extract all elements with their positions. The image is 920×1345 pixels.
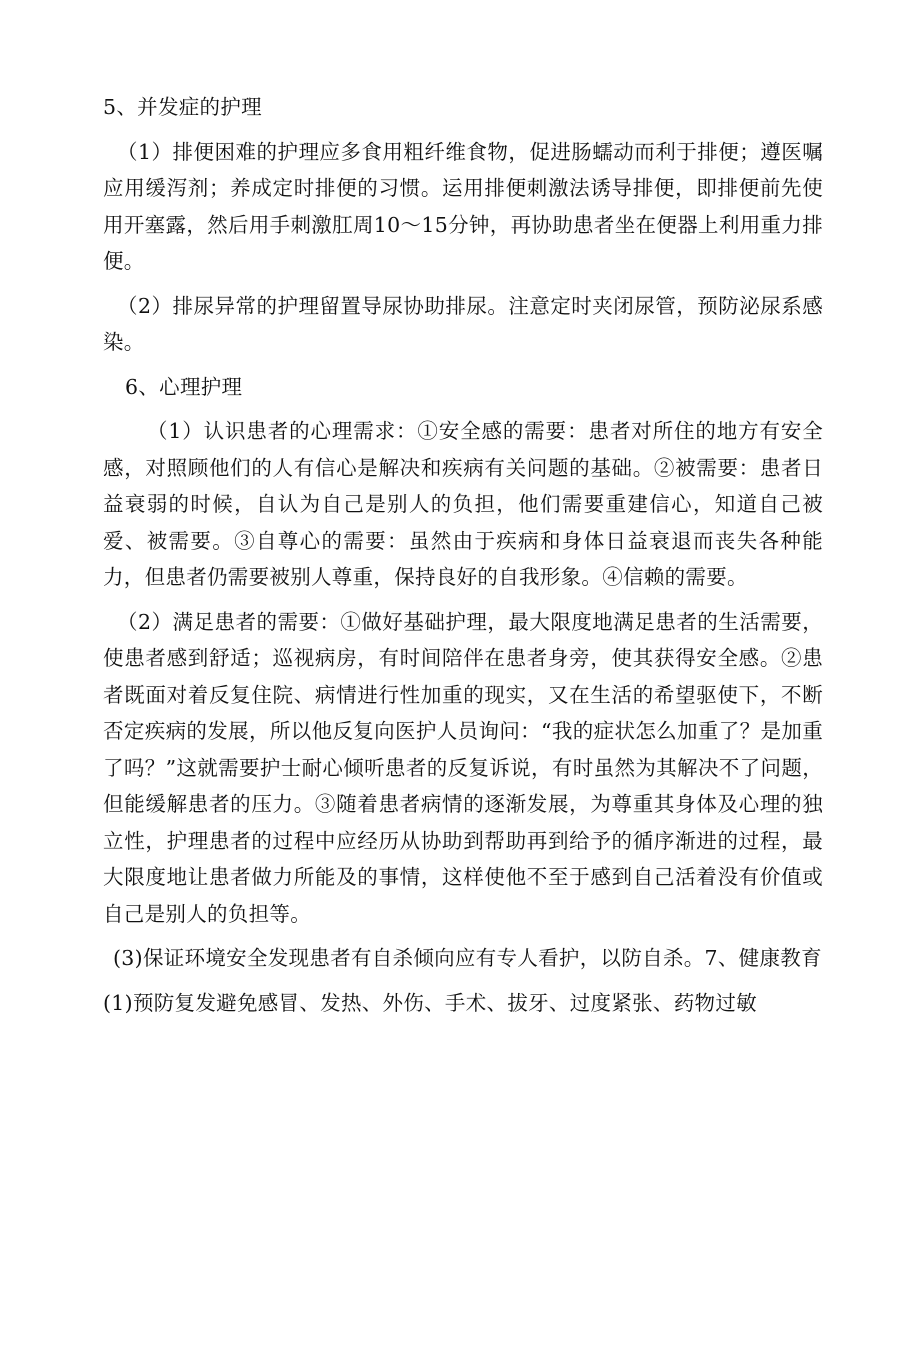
section-heading-6: 6、心理护理 — [125, 374, 243, 399]
document-body — [103, 89, 823, 1021]
paragraph-5-2: （2）排尿异常的护理留置导尿协助排尿。注意定时夹闭尿管，预防泌尿系感染。 — [103, 293, 823, 354]
paragraph-5-1: （1）排便困难的护理应多食用粗纤维食物，促进肠蠕动而利于排便；遵医嘱应用缓泻剂；养成定时排便的习惯。运用排便刺激法诱导排便，即排便前先使用开塞露，然后用手刺激肛周10～15分钟，再协助患者坐在便器上利用重力排便。 — [103, 139, 823, 273]
paragraph-6-1: （1）认识患者的心理需求：①安全感的需要：患者对所住的地方有安全感，对照顾他们的人有信心是解决和疾病有关问题的基础。②被需要：患者日益衰弱的时候，自认为自己是别人的负担，他们需要重建信心，知道自己被爱、被需要。③自尊心的需要：虽然由于疾病和身体日益衰退而丧失各种能力，但患者仍需要被别人尊重，保持良好的自我形象。④信赖的需要。 — [103, 419, 823, 589]
paragraph-7-1: (1)预防复发避免感冒、发热、外伤、手术、拔牙、过度紧张、药物过敏 — [103, 990, 757, 1015]
paragraph-6-2: （2）满足患者的需要：①做好基础护理，最大限度地满足患者的生活需要，使患者感到舒适；巡视病房，有时间陪伴在患者身旁，使其获得安全感。②患者既面对着反复住院、病情进行性加重的现实，又在生活的希望驱使下，不断否定疾病的发展，所以他反复向医护人员询问：“我的症状怎么加重了？是加重了吗？”这就需要护士耐心倾听患者的反复诉说，有时虽然为其解决不了问题，但能缓解患者的压力。③随着患者病情的逐渐发展，为尊重其身体及心理的独立性，护理患者的过程中应经历从协助到帮助再到给予的循序渐进的过程，最大限度地让患者做力所能及的事情，这样使他不至于感到自己活着没有价值或自己是别人的负担等。 — [103, 609, 823, 926]
section-heading-5: 5、并发症的护理 — [103, 95, 262, 119]
paragraph-6-3: (3)保证环境安全发现患者有自杀倾向应有专人看护，以防自杀。7、健康教育 — [113, 946, 822, 970]
